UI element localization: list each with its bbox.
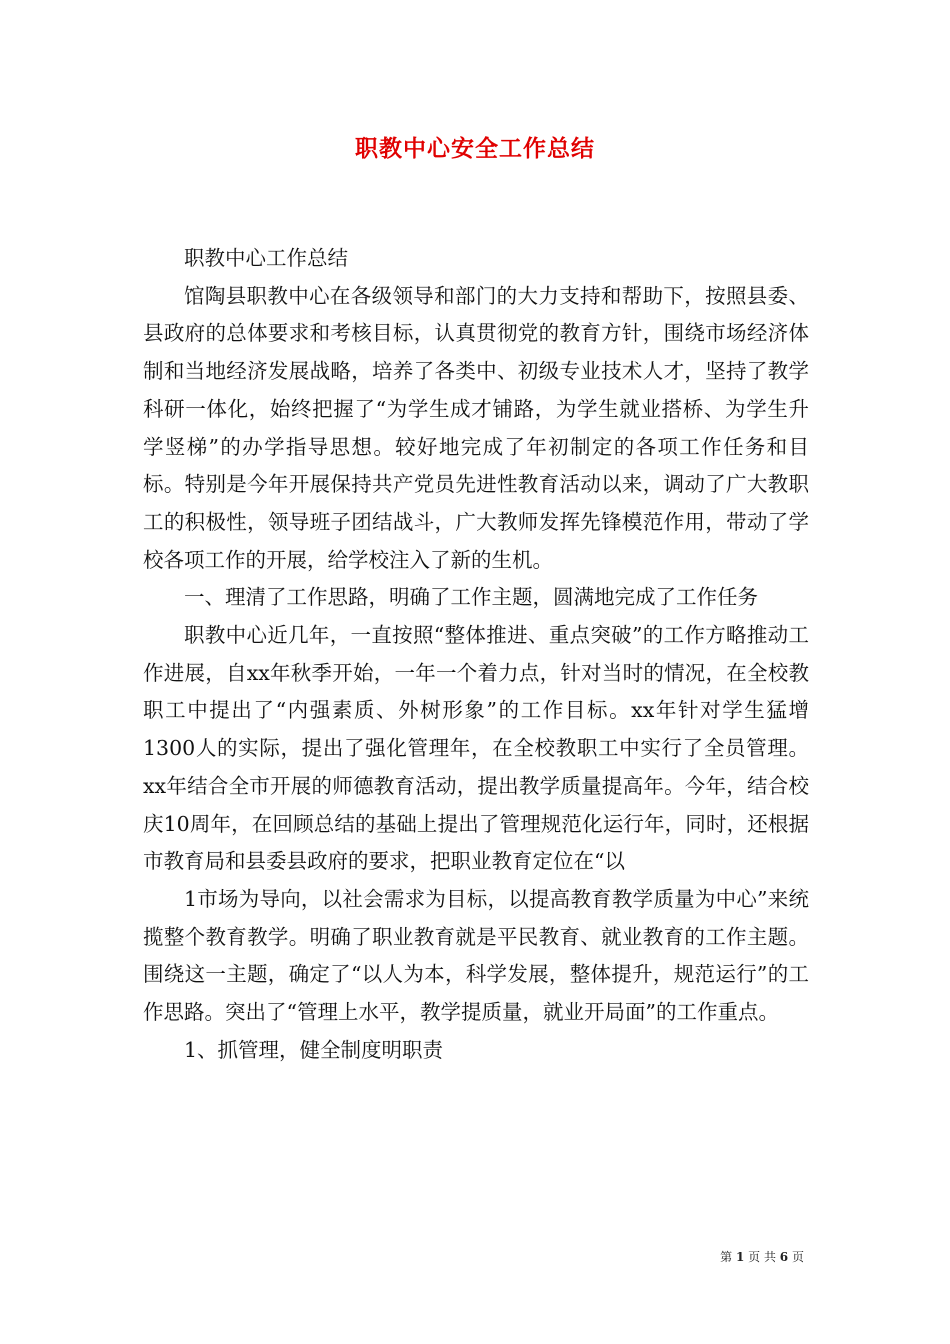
footer-suffix: 页 xyxy=(791,1250,804,1264)
paragraph: 馆陶县职教中心在各级领导和部门的大力支持和帮助下，按照县委、县政府的总体要求和考核目标，认真贯彻党的教育方针，围绕市场经济体制和当地经济发展战略，培养了各类中、初级专业技术人才，坚持了教学科研一体化，始终把握了“为学生成才铺路，为学生就业搭桥、为学生升学竖梯”的办学指导思想。较好地完成了年初制定的各项工作任务和目标。特别是今年开展保持共产党员先进性教育活动以来，调动了广大教职工的积极性，领导班子团结战斗，广大教师发挥先锋模范作用，带动了学校各项工作的开展，给学校注入了新的生机。 xyxy=(143,283,809,572)
footer-middle: 页 共 xyxy=(748,1250,776,1264)
section-heading: 一、理清了工作思路，明确了工作主题，圆满地完成了工作任务 xyxy=(184,585,758,610)
paragraph: 职教中心近几年，一直按照“整体推进、重点突破”的工作方略推动工作进展，自xx年秋季开始，一年一个着力点，针对当时的情况，在全校教职工中提出了“内强素质、外树形象”的工作目标。xx年针对学生猛增1300人的实际，提出了强化管理年，在全校教职工中实行了全员管理。xx年结合全市开展的师德教育活动，提出教学质量提高年。今年，结合校庆10周年，在回顾总结的基础上提出了管理规范化运行年，同时，还根据市教育局和县委县政府的要求，把职业教育定位在“以 xyxy=(143,623,809,874)
current-page-number: 1 xyxy=(735,1250,745,1264)
footer-prefix: 第 xyxy=(720,1250,733,1264)
page-footer xyxy=(720,1248,804,1265)
paragraph: 1市场为导向，以社会需求为目标，以提高教育教学质量为中心”来统揽整个教育教学。明确了职业教育就是平民教育、就业教育的工作主题。围绕这一主题，确定了“以人为本，科学发展，整体提升，规范运行”的工作思路。突出了“管理上水平，教学提质量，就业开局面”的工作重点。 xyxy=(143,886,809,1025)
paragraph-heading: 职教中心工作总结 xyxy=(184,246,348,270)
document-body xyxy=(143,240,809,1069)
total-pages-number: 6 xyxy=(779,1250,789,1264)
subsection-heading: 1、抓管理，健全制度明职责 xyxy=(184,1037,444,1062)
page-title: 职教中心安全工作总结 xyxy=(355,136,595,162)
